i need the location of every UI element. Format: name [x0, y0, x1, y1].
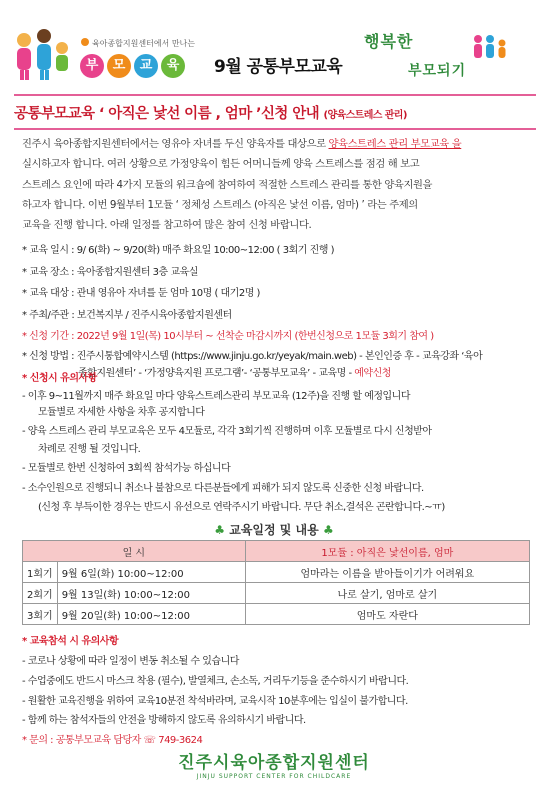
- caution-item: - 함께 하는 참석자들의 안전을 방해하지 않도록 유의하시기 바랍니다.: [22, 715, 306, 727]
- table-header-content: 1모듈 : 아직은 낯선이름, 엄마: [245, 541, 529, 562]
- content-cell: 엄마라는 이름을 받아들이기가 어려워요: [245, 562, 529, 583]
- info-apply-period: * 신청 기간 : 2022년 9월 1일(목) 10시부터 ~ 선착순 마감시까지 (한번신청으로 1모듈 3회기 참여 ): [22, 331, 434, 342]
- intro-paragraph: [22, 134, 532, 235]
- clover-icon: ♣: [214, 523, 226, 537]
- info-host: * 주최/주관 : 보건복지부 / 진주시육아종합지원센터: [22, 309, 232, 321]
- notice-title-note: (양육스트레스 관리): [323, 110, 407, 121]
- caution-item: - 원활한 교육진행을 위하여 교육10분전 착석바라며, 교육시작 10분후에는 입실이 불가합니다.: [22, 695, 408, 707]
- intro-text: 진주시 육아종합지원센터에서는 영유아 자녀를 두신 양육자를 대상으로: [22, 138, 329, 150]
- notice-item: - 이후 9~11월까지 매주 화요일 마다 양육스트레스관리 부모교육 (12주)을 진행 할 예정입니다: [22, 391, 411, 402]
- family-small-icon: [470, 34, 510, 60]
- intro-text: 하고자 합니다. 이번 9월부터 1모듈 ‘ 정체성 스트레스 (아직은 낯선 이름, 엄마) ’ 라는 주제의: [22, 198, 418, 211]
- logo-dot-icon: [80, 37, 90, 47]
- info-period: * 교육 일시 : 9/ 6(화) ~ 9/20(화) 매주 화요일 10:00~12:00 ( 3회기 진행 ): [22, 245, 334, 256]
- schedule-title: [0, 521, 548, 538]
- info-method-action: 예약신청: [354, 367, 391, 379]
- caution-item: - 수업중에도 반드시 마스크 착용 (필수), 발열체크, 손소독, 거리두기등을 준수하시기 바랍니다.: [22, 675, 409, 687]
- table-row: [23, 562, 530, 583]
- logo-char: 교: [134, 54, 158, 78]
- logo-char: 부: [80, 54, 104, 78]
- table-row: [23, 604, 530, 625]
- attendance-notice: [22, 632, 542, 751]
- info-place: * 교육 장소 : 육아종합지원센터 3층 교육실: [22, 266, 198, 278]
- intro-highlight: 양육스트레스 관리 부모교육 을: [328, 138, 462, 150]
- logo-char: 모: [107, 54, 131, 78]
- footer-center-eng: JINJU SUPPORT CENTER FOR CHILDCARE: [196, 773, 352, 780]
- intro-text: 교육을 진행 합니다. 아래 일정를 참고하여 많은 참여 신청 바랍니다.: [22, 219, 312, 232]
- date-cell: 9월 6일(화) 10:00~12:00: [57, 562, 245, 583]
- notice-item: - 소수인원으로 진행되니 취소나 불참으로 다른분들에게 피해가 되지 않도록 신중한 신청 바랍니다.: [22, 482, 424, 494]
- attendance-notice-heading: * 교육참석 시 유의사항: [22, 636, 119, 647]
- logo-char: 육: [161, 54, 185, 78]
- intro-text: 스트레스 요인에 따라 4가지 모듈의 워크숍에 참여하여 적절한 스트레스 관리를 통한 양육지원을: [22, 178, 433, 191]
- schedule-title-text: 교육일정 및 내용: [229, 523, 319, 537]
- header: [0, 0, 548, 92]
- notice-item: 모듈별로 자세한 사항을 차후 공지합니다: [38, 406, 205, 418]
- intro-text: 실시하고자 합니다. 여러 상황으로 가정양육이 힘든 어머니들께 양육 스트레스를 점검 해 보고: [22, 158, 420, 171]
- info-method-text: 종합지원센터’ - ‘가정양육지원 프로그램’- ‘공통부모교육’ - 교육명 -: [78, 367, 355, 379]
- divider: [14, 128, 536, 130]
- footer: [0, 748, 548, 780]
- session-cell: 1회기: [23, 562, 58, 583]
- info-method: * 신청 방법 : 진주시통합예약시스템 (https://www.jinju.go.kr/yeyak/main.web) - 본인인증 후 - 교육강좌 ‘육아: [22, 350, 483, 362]
- session-cell: 2회기: [23, 583, 58, 604]
- table-header-row: [23, 541, 530, 562]
- notice-item: - 양육 스트레스 관리 부모교육은 모두 4모듈로, 각각 3회기씩 진행하며 이후 모듈별로 다시 신청받아: [22, 426, 432, 437]
- page-title: 9월 공통부모교육: [214, 57, 343, 77]
- right-logo-line2: 부모되기: [408, 63, 467, 79]
- logo-mark: [80, 54, 185, 78]
- footer-center-name: 진주시육아종합지원센터: [178, 753, 370, 773]
- info-list: [22, 240, 538, 382]
- apply-notice-heading: * 신청시 유의사항: [22, 373, 97, 384]
- session-cell: 3회기: [23, 604, 58, 625]
- content-cell: 엄마도 자란다: [245, 604, 529, 625]
- date-cell: 9월 20일(화) 10:00~12:00: [57, 604, 245, 625]
- logo-subtitle: 육아종합지원센터에서 만나는: [92, 39, 196, 48]
- divider: [14, 94, 536, 96]
- clover-icon: ♣: [322, 523, 334, 537]
- notice-title-main: 공통부모교육 ‘ 아직은 낯선 이름 , 엄마 ’신청 안내: [14, 106, 320, 122]
- apply-notice: [22, 367, 542, 518]
- content-cell: 나로 살기, 엄마로 살기: [245, 583, 529, 604]
- date-cell: 9월 13일(화) 10:00~12:00: [57, 583, 245, 604]
- table-row: [23, 583, 530, 604]
- notice-title: [14, 102, 536, 123]
- notice-item: 차례로 진행 될 것입니다.: [38, 443, 141, 455]
- right-logo-line1: 행복한: [364, 32, 414, 51]
- info-target: * 교육 대상 : 관내 영유아 자녀를 둔 엄마 10명 ( 대기2명 ): [22, 288, 260, 299]
- notice-item: - 모듈별로 한번 신청하여 3회씩 참석가능 하십니다: [22, 463, 231, 474]
- schedule-table: [22, 540, 530, 625]
- notice-item: (신청 후 부득이한 경우는 반드시 유선으로 연락주시기 바랍니다. 무단 취소,결석은 곤란합니다.~ㅠ): [38, 502, 445, 513]
- family-illustration-icon: [10, 28, 74, 82]
- caution-item: - 코로나 상황에 따라 일정이 변동 취소될 수 있습니다: [22, 656, 239, 667]
- contact-info: * 문의 : 공통부모교육 담당자 ☏ 749-3624: [22, 735, 203, 747]
- table-header-date: 일 시: [23, 541, 246, 562]
